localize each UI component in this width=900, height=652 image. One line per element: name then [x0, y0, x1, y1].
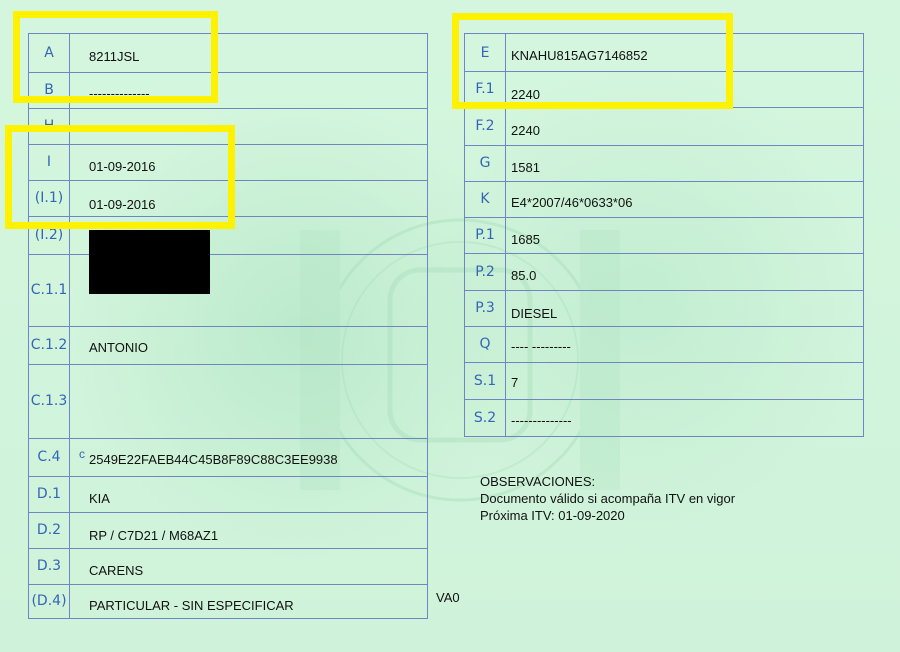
- observations-title: OBSERVACIONES:: [480, 474, 596, 489]
- field-code: C.1.3: [30, 393, 68, 409]
- field-code: F.2: [475, 118, 495, 134]
- stamp-code: VA0: [436, 590, 460, 605]
- field-code: A: [44, 45, 54, 61]
- field-code: D.3: [36, 558, 62, 574]
- field-code: P.1: [475, 227, 495, 243]
- table-row: [29, 548, 427, 585]
- field-value: RP / C7D21 / M68AZ1: [89, 528, 219, 543]
- field-code: (I.1): [34, 190, 64, 206]
- field-code: P.3: [475, 300, 495, 316]
- field-code: P.2: [475, 263, 495, 280]
- field-value: PARTICULAR - SIN ESPECIFICAR: [89, 598, 294, 613]
- field-value: --------------: [89, 86, 150, 101]
- field-value: 2549E22FAEB44C45B8F89C88C3EE9938: [89, 452, 338, 467]
- field-value: 1581: [511, 160, 540, 175]
- field-code: C.4: [37, 449, 61, 465]
- field-value: ANTONIO: [89, 340, 148, 355]
- table-row: [465, 399, 863, 436]
- field-code: D.1: [36, 486, 62, 502]
- table-row: [29, 438, 427, 477]
- field-code: F.1: [475, 81, 495, 97]
- field-code: E: [480, 44, 490, 61]
- field-value: 01-09-2016: [89, 159, 156, 174]
- field-code: C.1.2: [30, 337, 68, 353]
- table-row: [465, 181, 863, 218]
- table-row: [465, 362, 863, 400]
- field-code: I: [46, 154, 52, 170]
- c4-prefix: c: [79, 447, 85, 461]
- observations-line-2: Próxima ITV: 01-09-2020: [480, 508, 625, 523]
- field-code: S.1: [473, 372, 497, 389]
- field-code: D.2: [36, 522, 62, 538]
- highlight-box-vin: [452, 13, 733, 109]
- field-value: 01-09-2016: [89, 197, 156, 212]
- field-code: K: [480, 191, 490, 207]
- highlight-box-plate: [13, 11, 218, 103]
- field-code: (D.4): [31, 593, 67, 609]
- field-value: ---- ---------: [511, 339, 571, 354]
- observations-block: [480, 473, 735, 524]
- field-value: KNAHU815AG7146852: [511, 48, 648, 63]
- field-value: 1685: [511, 232, 540, 247]
- field-value: 2240: [511, 87, 540, 102]
- field-code: G: [479, 155, 491, 171]
- observations-line-1: Documento válido si acompaña ITV en vigor: [480, 491, 736, 506]
- table-row: [29, 364, 427, 439]
- table-row: [29, 512, 427, 549]
- highlight-box-dates: [5, 125, 235, 229]
- table-row: [29, 326, 427, 365]
- table-row: [465, 326, 863, 363]
- field-code: (I.2): [34, 227, 64, 243]
- table-row: [465, 107, 863, 146]
- table-row: [465, 290, 863, 327]
- table-row: [465, 253, 863, 291]
- field-value: DIESEL: [511, 306, 558, 321]
- field-code: C.1.1: [30, 282, 68, 298]
- field-value: 8211JSL: [89, 49, 140, 64]
- field-code: Q: [479, 336, 491, 352]
- left-data-table: [28, 33, 428, 619]
- redaction-box: [89, 230, 210, 294]
- field-code: B: [44, 82, 54, 98]
- field-value: 85.0: [511, 268, 537, 283]
- field-value: KIA: [89, 491, 110, 506]
- field-value: E4*2007/46*0633*06: [511, 195, 633, 210]
- field-code: H: [43, 118, 55, 134]
- table-row: [465, 217, 863, 254]
- field-value: --------------: [511, 413, 572, 428]
- field-value: CARENS: [89, 563, 144, 578]
- table-row: [465, 145, 863, 182]
- field-value: 2240: [511, 123, 540, 138]
- table-row: [29, 476, 427, 513]
- table-row: [29, 584, 427, 618]
- field-code: S.2: [473, 409, 497, 426]
- field-value: 7: [511, 375, 519, 390]
